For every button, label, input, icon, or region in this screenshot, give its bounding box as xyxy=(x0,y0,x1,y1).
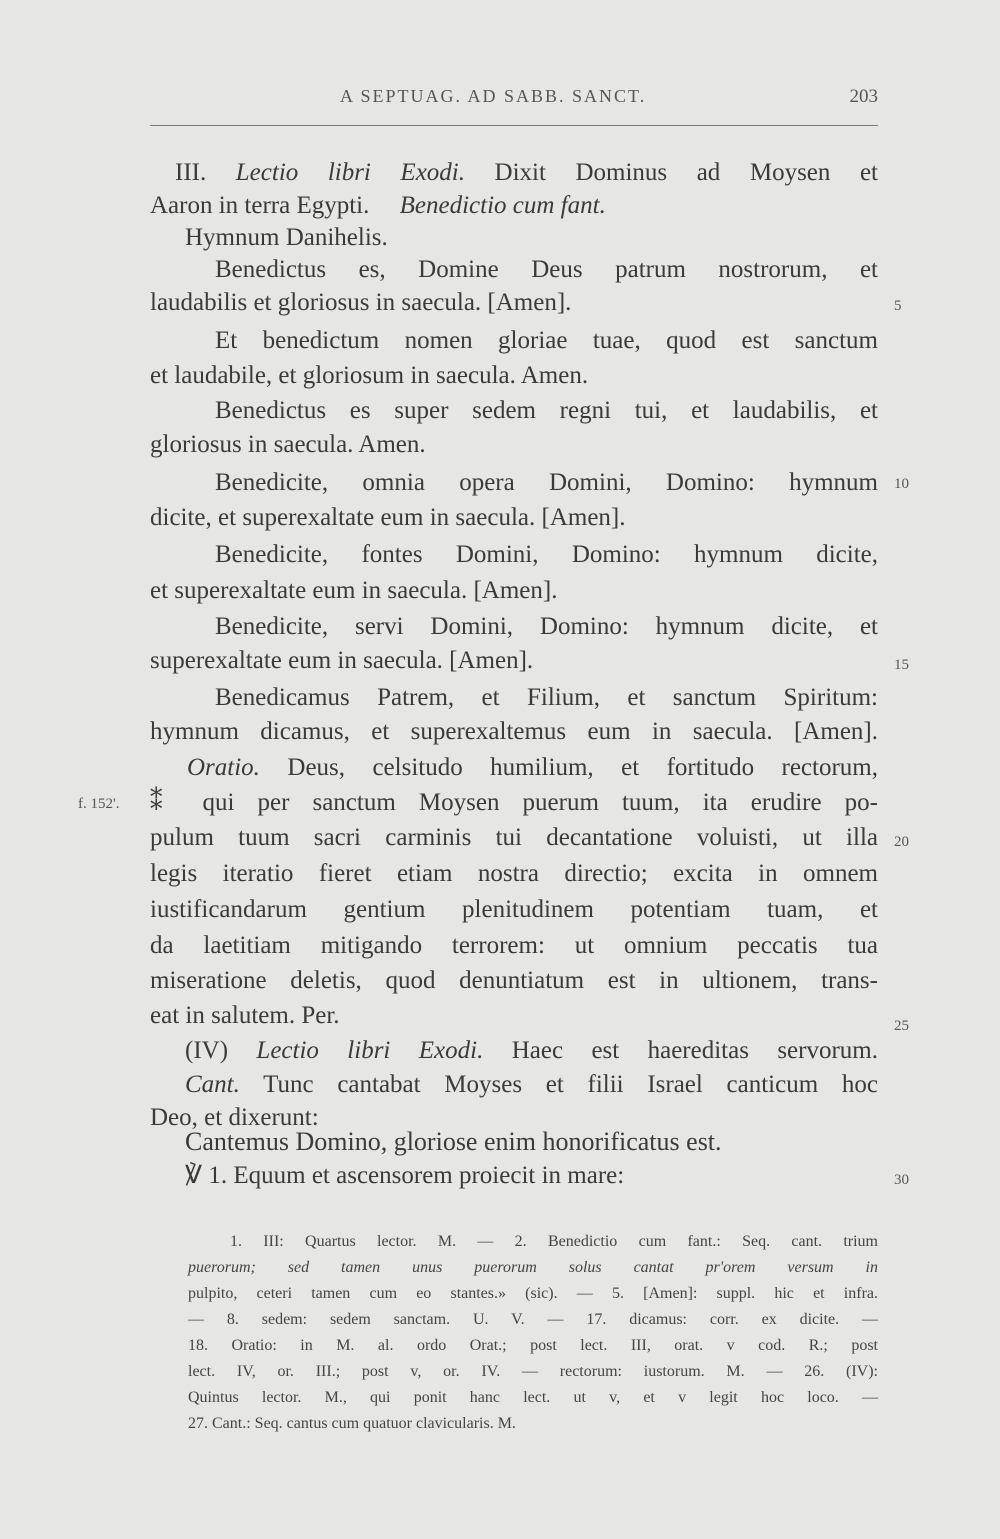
line-number: 30 xyxy=(894,1172,909,1188)
text-line xyxy=(215,680,878,716)
line-text: miseratione deletis, quod denuntiatum est in ultionem, trans- xyxy=(150,967,878,994)
folio-note: f. 152'. xyxy=(78,796,120,812)
line-text: Hymnum Danihelis. xyxy=(185,224,388,251)
text-line xyxy=(150,856,878,892)
text-line xyxy=(215,393,878,429)
line-text: et superexaltate eum in saecula. [Amen]. xyxy=(150,577,558,604)
line-text: Deus, celsitudo humilium, et fortitudo rectorum, xyxy=(287,754,878,781)
text-line xyxy=(215,252,878,288)
text-line xyxy=(150,643,878,679)
text-line xyxy=(150,285,878,321)
line-text: dicite, et superexaltate eum in saecula. [Amen]. xyxy=(150,504,626,531)
line-text: da laetitiam mitigando terrorem: ut omnium peccatis tua xyxy=(150,932,878,959)
text-line xyxy=(150,820,878,856)
text-line xyxy=(215,609,878,645)
text-line xyxy=(185,220,878,256)
text-line xyxy=(150,427,878,463)
footnote-line: pulpito, ceteri tamen cum eo stantes.» (sic). — 5. [Amen]: suppl. hic et infra. xyxy=(188,1285,878,1302)
line-text: Benedicite, omnia opera Domini, Domino: hymnum xyxy=(215,469,878,496)
running-head-title: A SEPTUAG. AD SABB. SANCT. xyxy=(340,86,647,106)
footnote-line: lect. IV, or. III.; post v, or. IV. — rectorum: iustorum. M. — 26. (IV): xyxy=(188,1363,878,1380)
line-number: 5 xyxy=(894,298,902,314)
asterisk-mark-icon: ⁑ xyxy=(150,789,180,816)
line-text: Dixit Dominus ad Moysen et xyxy=(494,159,878,186)
line-text: Aaron in terra Egypti. xyxy=(150,192,370,219)
text-line xyxy=(215,537,878,573)
text-line xyxy=(150,188,878,224)
line-text: Haec est haereditas servorum. xyxy=(511,1037,878,1064)
footnote-line: Quintus lector. M., qui ponit hanc lect. ut v, et v legit hoc loco. — xyxy=(188,1389,878,1406)
text-line xyxy=(185,1033,878,1069)
line-text: Benedicite, servi Domini, Domino: hymnum dicite, et xyxy=(215,613,878,640)
text-line xyxy=(150,714,878,750)
line-text: qui per sanctum Moysen puerum tuum, ita erudire po- xyxy=(202,789,878,816)
line-text: Tunc cantabat Moyses et filii Israel canticum hoc xyxy=(263,1071,878,1098)
text-line xyxy=(150,963,878,999)
line-number: 20 xyxy=(894,834,909,850)
line-text: pulum tuum sacri carminis tui decantatione voluisti, ut illa xyxy=(150,824,878,851)
text-line xyxy=(150,358,878,394)
line-text: Et benedictum nomen gloriae tuae, quod est sanctum xyxy=(215,327,878,354)
footnote-line: 18. Oratio: in M. al. ordo Orat.; post lect. III, orat. v cod. R.; post xyxy=(188,1337,878,1354)
text-line xyxy=(185,1158,878,1194)
text-line xyxy=(150,928,878,964)
line-text: legis iteratio fieret etiam nostra directio; excita in omnem xyxy=(150,860,878,887)
line-text: Benedicamus Patrem, et Filium, et sanctum Spiritum: xyxy=(215,684,878,711)
line-text: gloriosus in saecula. Amen. xyxy=(150,431,426,458)
footnote-line: 1. III: Quartus lector. M. — 2. Benedictio cum fant.: Seq. cant. trium xyxy=(230,1233,878,1250)
versicle-icon: ℣ xyxy=(185,1162,203,1189)
line-text: et laudabile, et gloriosum in saecula. Amen. xyxy=(150,362,589,389)
rubric: Cant. xyxy=(185,1071,240,1098)
rubric: Benedictio cum fant. xyxy=(399,192,606,219)
text-line xyxy=(185,750,878,786)
running-head xyxy=(150,86,880,116)
text-line xyxy=(150,500,878,536)
text-line xyxy=(150,785,878,821)
page-number: 203 xyxy=(849,86,878,107)
footnote-line: 27. Cant.: Seq. cantus cum quatuor clavicularis. M. xyxy=(188,1415,516,1432)
line-text: Deo, et dixerunt: xyxy=(150,1104,319,1131)
line-text: Cantemus Domino, gloriose enim honorificatus est. xyxy=(185,1127,722,1156)
line-text: eat in salutem. Per. xyxy=(150,1002,340,1029)
line-text: laudabilis et gloriosus in saecula. [Amen]. xyxy=(150,289,572,316)
line-text: Benedictus es, Domine Deus patrum nostrorum, et xyxy=(215,256,878,283)
lection-number: (IV) xyxy=(185,1037,229,1064)
line-text: superexaltate eum in saecula. [Amen]. xyxy=(150,647,534,674)
line-number: 10 xyxy=(894,476,909,492)
text-line xyxy=(215,323,878,359)
line-number: 25 xyxy=(894,1018,909,1034)
text-line xyxy=(185,1067,878,1103)
line-text: 1. Equum et ascensorem proiecit in mare: xyxy=(208,1162,625,1189)
text-line xyxy=(150,998,878,1034)
lection-title: Lectio libri Exodi. xyxy=(256,1037,484,1064)
footnote-line: — 8. sedem: sedem sanctam. U. V. — 17. dicamus: corr. ex dicite. — xyxy=(188,1311,878,1328)
line-number: 15 xyxy=(894,657,909,673)
lection-title: Lectio libri Exodi. xyxy=(235,159,465,186)
line-text: iustificandarum gentium plenitudinem potentiam tuam, et xyxy=(150,896,878,923)
text-line xyxy=(215,465,878,501)
rubric: Oratio. xyxy=(187,754,260,781)
text-line xyxy=(150,155,878,191)
line-text: Benedicite, fontes Domini, Domino: hymnum dicite, xyxy=(215,541,878,568)
line-text: Benedictus es super sedem regni tui, et laudabilis, et xyxy=(215,397,878,424)
text-line xyxy=(185,1124,878,1160)
header-rule xyxy=(150,125,878,126)
lection-number: III. xyxy=(175,159,207,186)
text-line xyxy=(150,573,878,609)
text-line xyxy=(150,892,878,928)
footnote-line: puerorum; sed tamen unus puerorum solus cantat pr'orem versum in xyxy=(188,1259,878,1276)
line-text: hymnum dicamus, et superexaltemus eum in saecula. [Amen]. xyxy=(150,718,878,745)
